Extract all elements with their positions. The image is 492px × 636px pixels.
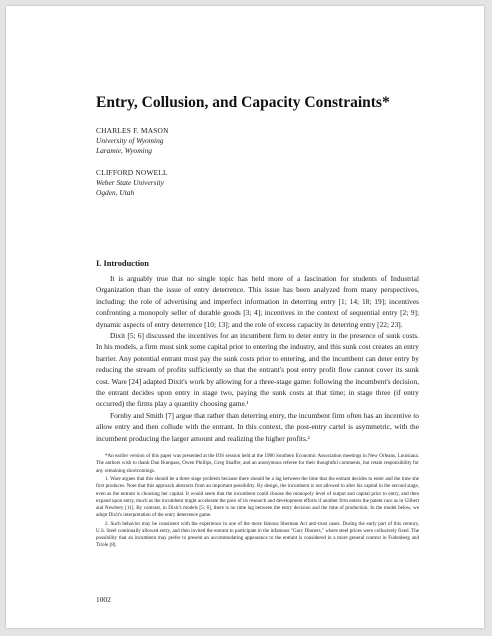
page-content [96,94,419,551]
paragraph: Dixit [5; 6] discussed the incentives for an incumbent firm to deter entry in the presence of sunk costs. In his models, a firm must sink some capital prior to entering the industry, and this sunk cost creates an entry barrier. Any potential entrant must pay the sunk costs prior to entering, and the incumbent can deter entry by reducing the stream of profits sufficiently so that the entrant's post entry profit flow cannot cover its sunk cost. Ware [24] adapted Dixit's work by allowing for a three-stage game: following the incumbent's decision, the entrant decides upon entry in stage two, paying the sunk costs at that time; in stage three (if entry occurred) the firms play a quantity choosing game.¹ [96,331,419,409]
author-affiliation: Weber State University [96,178,164,187]
page-number: 1002 [96,595,111,604]
journal-page [6,6,484,628]
footnote: 2. Such behavior may be consistent with the experience in one of the more famous Sherman Act anti-trust cases. During the early part of this century, U.S. Steel continually allowed entry, and then invited the entrant to participate in the infamous "Gary Dinners," where steel prices were collusively fixed. The possibility that an incumbent may prefer to present an accommodating appearance to the entrant is considered in a more general context in Fudenberg and Tirole [8]. [96,520,419,549]
paragraph: It is arguably true that no single topic has held more of a fascination for students of Industrial Organization than the issue of entry deterrence. This issue has been analyzed from many perspectives, including: the role of advertising and imperfect information in deterring entry [1; 14; 18; 19]; incentives confronting a monopoly seller of durable goods [3; 4]; incentives in the context of sequential entry [2; 9]; dynamic aspects of entry deterrence [10; 13]; and the role of excess capacity in deterring entry [22; 23]. [96,274,419,329]
body-text [96,273,419,444]
footnote: *An earlier version of this paper was presented at the IOS session held at the 1986 Southern Economic Association meetings in New Orleans, Louisiana. The authors wish to thank Dan Bumpass, Owen Phillips, Greg Shaffer, and an anonymous referee for their thoughtful comments, but retain responsibility for any remaining shortcomings. [96,453,419,474]
author-name: CLIFFORD NOWELL [96,168,168,177]
section-heading: I. Introduction [96,259,149,268]
author-location: Ogden, Utah [96,188,135,197]
author-affiliation: University of Wyoming [96,136,164,145]
author-block-nowell [96,168,419,198]
footnotes [96,453,419,549]
author-block-mason [96,126,419,156]
paragraph: Fornby and Smith [7] argue that rather than deterring entry, the incumbent firm often has an incentive to allow entry and then collude with the entrant. In this context, the post-entry cartel is asymmetric, with the incumbent producing the larger amount and realizing the higher profits.² [96,410,419,443]
author-name: CHARLES F. MASON [96,126,169,135]
author-location: Laramie, Wyoming [96,146,152,155]
article-title: Entry, Collusion, and Capacity Constraints* [96,94,390,111]
footnote: 1. Ware argues that this should be a three stage problem because there should be a lag between the time that the entrant decides to enter and the time she first produces. Note that this approach abstracts from an important possibility. By design, the incumbent is not allowed to alter his capital in the second stage, even as the entrant is choosing her capital. It would seem that the incumbent could choose the monopoly level of output and capital prior to entry, and then expand upon entry, much as the incumbent might accelerate the pace of its research and development efforts if another firm enters the patent race as in Gilbert and Newbery [11]. By contrast, in Dixit's models [5; 6], there is no time lag between the entry decision and the time of production. In the model below, we adopt Dixit's interpretation of the entry deterrence game. [96,476,419,519]
